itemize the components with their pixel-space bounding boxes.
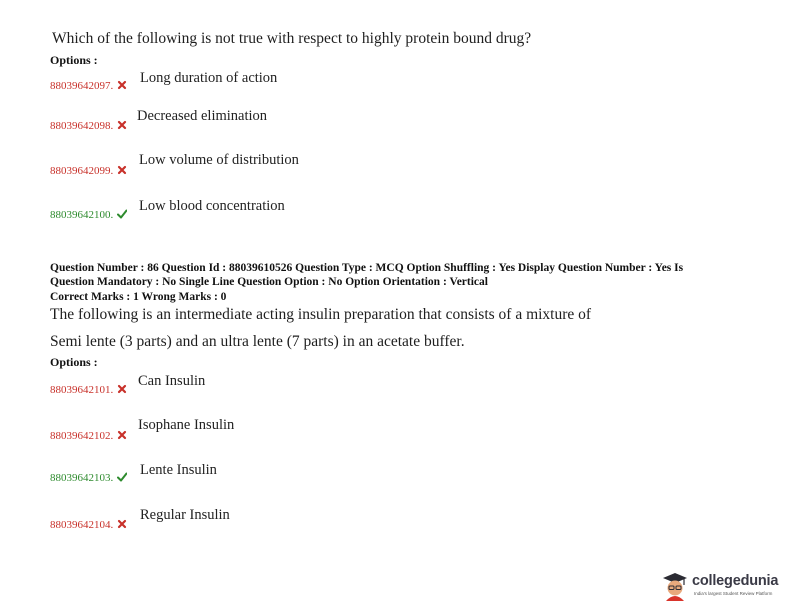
collegedunia-logo (660, 567, 786, 603)
question-2-text-line2: Semi lente (3 parts) and an ultra lente (7 parts) in an acetate buffer. (50, 333, 465, 350)
option-id: 88039642104. (50, 519, 127, 531)
option-text: Lente Insulin (140, 462, 217, 478)
question-1-options-label: Options : (50, 53, 98, 67)
question-2-text-line1: The following is an intermediate acting insulin preparation that consists of a mixture of (50, 306, 592, 323)
option-id: 88039642099. (50, 165, 127, 177)
option-id: 88039642098. (50, 120, 127, 132)
question-2-meta-line1: Question Number : 86 Question Id : 88039610526 Question Type : MCQ Option Shuffling : Yes Display Question Number : Yes Is (50, 262, 684, 274)
cross-icon (117, 384, 127, 394)
logo-tagline: India's largest Student Review Platform (694, 591, 773, 596)
option-text: Long duration of action (140, 70, 278, 86)
option-id: 88039642101. (50, 384, 127, 396)
option-text: Regular Insulin (140, 507, 230, 523)
check-icon (117, 472, 127, 482)
question-1-text: Which of the following is not true with respect to highly protein bound drug? (52, 30, 532, 47)
question-2-options-label: Options : (50, 355, 98, 369)
option-text: Can Insulin (138, 373, 206, 389)
cross-icon (117, 430, 127, 440)
option-id: 88039642102. (50, 430, 127, 442)
logo-name: collegedunia (692, 573, 779, 589)
cross-icon (117, 120, 127, 130)
question-2-meta-line2: Question Mandatory : No Single Line Question Option : No Option Orientation : Vertical (50, 276, 488, 288)
question-2-marks: Correct Marks : 1 Wrong Marks : 0 (50, 291, 227, 303)
option-text: Low volume of distribution (139, 152, 299, 168)
option-text: Isophane Insulin (138, 417, 235, 433)
option-id: 88039642103. (50, 472, 127, 484)
graduate-mascot-icon (660, 569, 690, 601)
option-id: 88039642100. (50, 209, 127, 221)
cross-icon (117, 519, 127, 529)
option-text: Low blood concentration (139, 198, 285, 214)
check-icon (117, 209, 127, 219)
cross-icon (117, 80, 127, 90)
option-text: Decreased elimination (137, 108, 268, 124)
option-id: 88039642097. (50, 80, 127, 92)
cross-icon (117, 165, 127, 175)
